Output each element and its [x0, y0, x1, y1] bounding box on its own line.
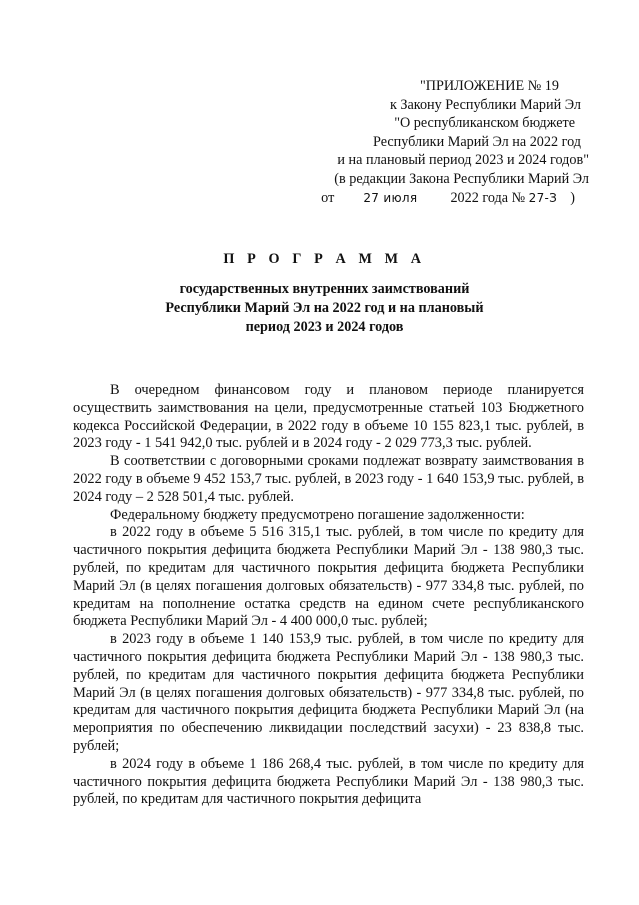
handwritten-date: 27 июля	[363, 190, 418, 205]
appendix-edition-note: (в редакции Закона Республики Марий Эл	[334, 170, 589, 187]
paragraph-2022: в 2022 году в объеме 5 516 315,1 тыс. рублей, в том числе по кредиту для частичного покрытия дефицита бюджета Республики Марий Эл - 138 980,3 тыс. рублей, по кредитам для частичного покрытия дефицита бюджета Республики Марий Эл (в целях погашения долговых обязательств) - 977 334,8 тыс. рублей, по кредитам на пополнение остатка средств на едином счете республиканского бюджета Республики Марий Эл - 4 400 000,0 тыс. рублей;	[73, 524, 584, 630]
paragraph-2024: в 2024 году в объеме 1 186 268,4 тыс. рублей, в том числе по кредиту для частичного покрытия дефицита бюджета Республики Марий Эл - 138 980,3 тыс. рублей, по кредитам для частичного покрытия дефицита	[73, 755, 584, 808]
program-title: П Р О Г Р А М М А	[223, 251, 426, 267]
document-body	[73, 382, 584, 809]
program-subtitle	[0, 280, 639, 337]
appendix-date-line	[289, 189, 589, 208]
paragraph-federal-debt: Федеральному бюджету предусмотрено погашение задолженности:	[110, 506, 525, 523]
appendix-law-name-line2: Республики Марий Эл на 2022 год	[373, 133, 581, 150]
date-year: 2022 года №	[450, 189, 526, 206]
paragraph-2023: в 2023 году в объеме 1 140 153,9 тыс. рублей, в том числе по кредиту для частичного покрытия дефицита бюджета Республики Марий Эл - 138 980,3 тыс. рублей, по кредитам для частичного покрытия дефицита бюджета Республики Марий Эл (в целях погашения долговых обязательств) - 977 334,8 тыс. рублей, по кредитам для частичного покрытия дефицита бюджета Республики Марий Эл (на мероприятия по обеспечению ликвидации последствий засухи) - 23 838,8 тыс. рублей;	[73, 631, 584, 754]
date-close: )	[570, 189, 575, 206]
paragraph-repayment: В соответствии с договорными сроками подлежат возврату заимствования в 2022 году в объеме 9 452 153,7 тыс. рублей, в 2023 году - 1 640 153,9 тыс. рублей, в 2024 году – 2 528 501,4 тыс. рублей.	[73, 453, 584, 505]
subtitle-line3: период 2023 и 2024 годов	[245, 319, 404, 335]
handwritten-law-number: 27-З	[528, 190, 558, 205]
subtitle-line1: государственных внутренних заимствований	[179, 281, 470, 297]
subtitle-line2: Республики Марий Эл на 2022 год и на плановый	[165, 300, 484, 316]
paragraph-borrowings: В очередном финансовом году и плановом периоде планируется осуществить заимствования на цели, предусмотренные статьей 103 Бюджетного кодекса Российской Федерации, в 2022 году в объеме 10 155 823,1 тыс. рублей, в 2023 году - 1 541 942,0 тыс. рублей и в 2024 году - 2 029 773,3 тыс. рублей.	[73, 382, 584, 452]
date-prefix: от	[321, 189, 335, 206]
appendix-header	[289, 77, 589, 207]
appendix-law-name-line1: "О республиканском бюджете	[394, 115, 575, 132]
appendix-title: "ПРИЛОЖЕНИЕ № 19	[419, 78, 559, 94]
appendix-law-name-line3: и на плановый период 2023 и 2024 годов"	[337, 152, 589, 169]
appendix-law-reference: к Закону Республики Марий Эл	[389, 96, 581, 113]
